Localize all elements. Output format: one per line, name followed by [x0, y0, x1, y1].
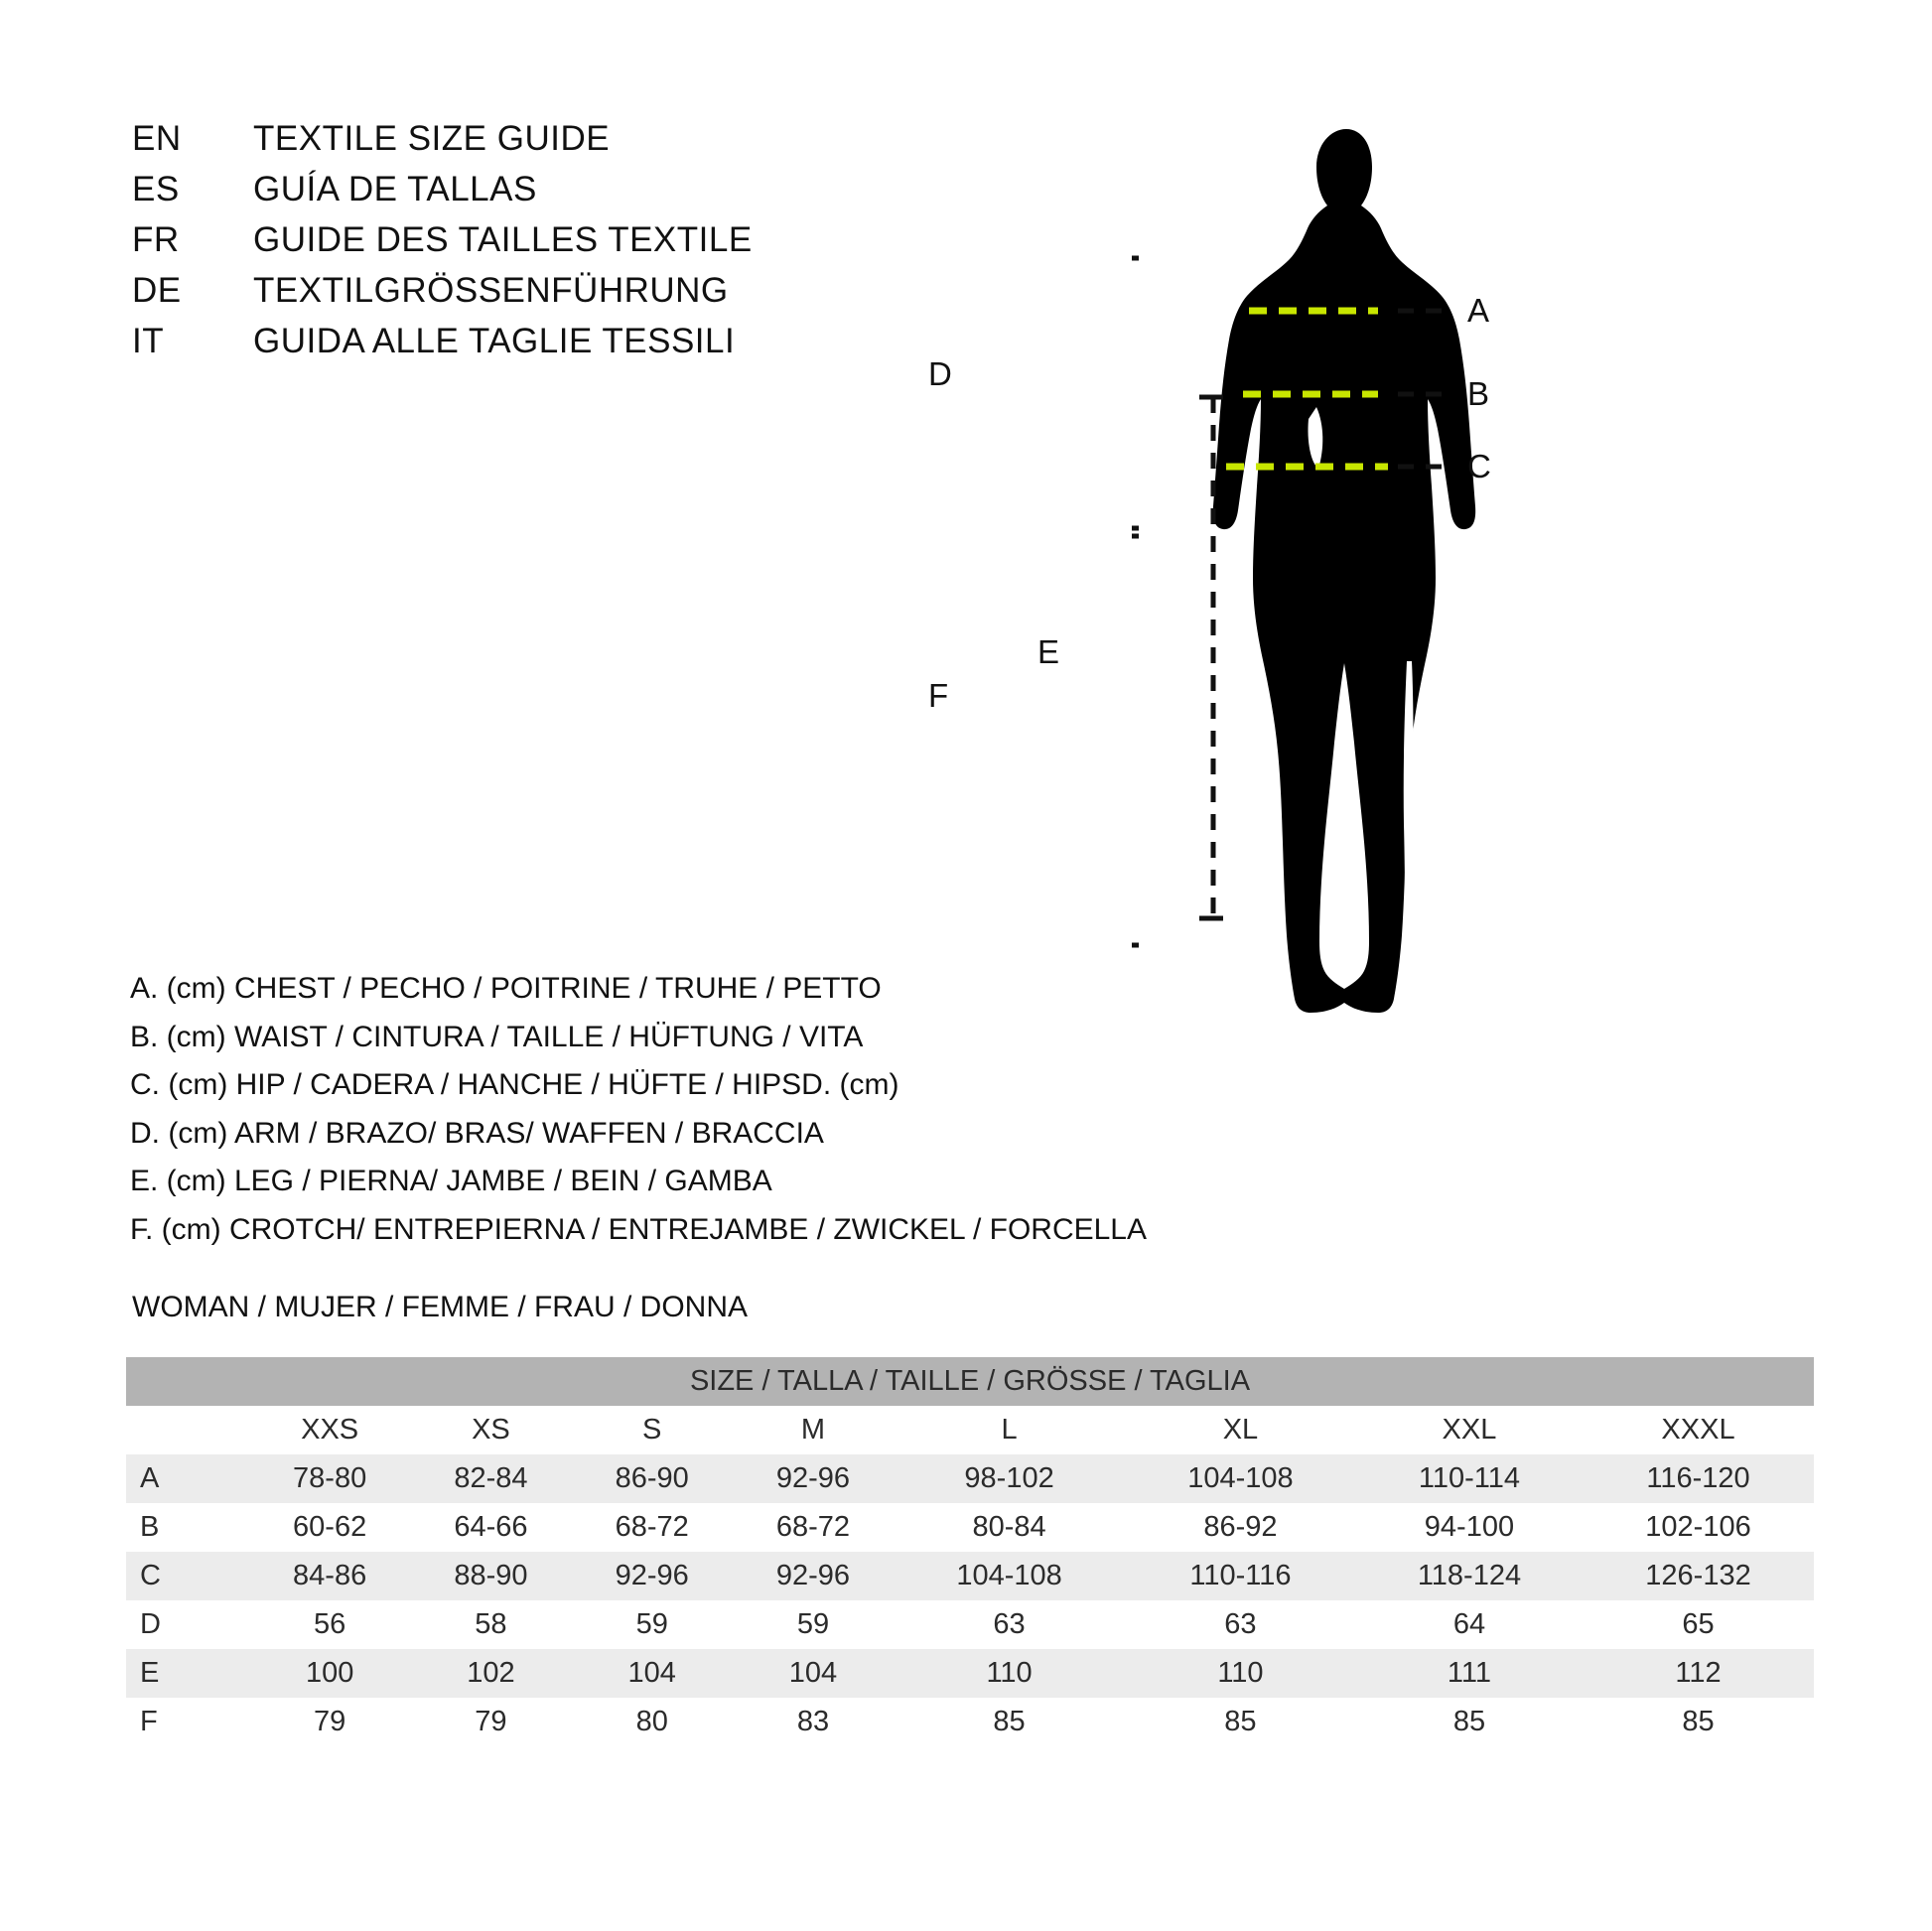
title-lang-it: IT — [132, 322, 165, 360]
table-caption-row — [126, 1357, 1814, 1406]
column-header-xxs: XXS — [249, 1406, 410, 1454]
measurement-legend — [130, 965, 1222, 1254]
cell-f-xxs: 79 — [249, 1698, 410, 1746]
cell-b-m: 68-72 — [733, 1503, 894, 1552]
cell-a-m: 92-96 — [733, 1454, 894, 1503]
column-header-xxxl: XXXL — [1583, 1406, 1814, 1454]
group-label: WOMAN / MUJER / FEMME / FRAU / DONNA — [132, 1291, 748, 1323]
legend-item-a: A. (cm) CHEST / PECHO / POITRINE / TRUHE / PETTO — [130, 972, 882, 1005]
title-row — [132, 170, 946, 220]
row-label-f: F — [126, 1698, 249, 1746]
title-text-it: GUIDA ALLE TAGLIE TESSILI — [253, 322, 736, 360]
cell-a-s: 86-90 — [572, 1454, 733, 1503]
cell-a-xxl: 110-114 — [1356, 1454, 1583, 1503]
row-label-d: D — [126, 1600, 249, 1649]
title-row — [132, 271, 946, 322]
cell-a-l: 98-102 — [894, 1454, 1125, 1503]
table-row — [126, 1503, 1814, 1552]
cell-d-s: 59 — [572, 1600, 733, 1649]
table-row — [126, 1649, 1814, 1698]
cell-b-xxxl: 102-106 — [1583, 1503, 1814, 1552]
crotch-dimension-bracket — [1132, 536, 1139, 945]
legend-item-c: C. (cm) HIP / CADERA / HANCHE / HÜFTE / HIPSD. (cm) — [130, 1068, 899, 1101]
cell-b-l: 80-84 — [894, 1503, 1125, 1552]
title-row — [132, 119, 946, 170]
table-row — [126, 1552, 1814, 1600]
title-block — [132, 119, 946, 372]
cell-f-xxxl: 85 — [1583, 1698, 1814, 1746]
cell-c-xxl: 118-124 — [1356, 1552, 1583, 1600]
cell-e-xs: 102 — [410, 1649, 571, 1698]
arm-dimension-bracket — [1132, 258, 1139, 528]
cell-e-l: 110 — [894, 1649, 1125, 1698]
title-lang-es: ES — [132, 170, 180, 208]
cell-d-xxs: 56 — [249, 1600, 410, 1649]
title-text-de: TEXTILGRÖSSENFÜHRUNG — [253, 271, 729, 310]
cell-c-l: 104-108 — [894, 1552, 1125, 1600]
cell-e-xxxl: 112 — [1583, 1649, 1814, 1698]
body-measurement-diagram — [928, 69, 1906, 1211]
woman-silhouette-icon — [1213, 129, 1475, 1013]
row-label-c: C — [126, 1552, 249, 1600]
column-header-m: M — [733, 1406, 894, 1454]
row-label-e: E — [126, 1649, 249, 1698]
cell-c-xxs: 84-86 — [249, 1552, 410, 1600]
legend-item-e: E. (cm) LEG / PIERNA/ JAMBE / BEIN / GAMBA — [130, 1165, 772, 1197]
dimension-label-d: D — [928, 355, 952, 392]
column-header-xxl: XXL — [1356, 1406, 1583, 1454]
cell-f-xl: 85 — [1125, 1698, 1356, 1746]
title-text-es: GUÍA DE TALLAS — [253, 170, 537, 208]
cell-d-xxl: 64 — [1356, 1600, 1583, 1649]
cell-a-xl: 104-108 — [1125, 1454, 1356, 1503]
cell-d-xl: 63 — [1125, 1600, 1356, 1649]
cell-e-xxl: 111 — [1356, 1649, 1583, 1698]
size-table — [126, 1357, 1814, 1746]
cell-f-xxl: 85 — [1356, 1698, 1583, 1746]
cell-d-l: 63 — [894, 1600, 1125, 1649]
legend-item-f: F. (cm) CROTCH/ ENTREPIERNA / ENTREJAMBE / ZWICKEL / FORCELLA — [130, 1212, 1147, 1246]
table-header-row — [126, 1406, 1814, 1454]
cell-a-xxs: 78-80 — [249, 1454, 410, 1503]
cell-b-xxl: 94-100 — [1356, 1503, 1583, 1552]
table-caption: SIZE / TALLA / TAILLE / GRÖSSE / TAGLIA — [126, 1357, 1814, 1406]
cell-e-xl: 110 — [1125, 1649, 1356, 1698]
title-lang-en: EN — [132, 119, 182, 158]
table-row — [126, 1698, 1814, 1746]
title-text-fr: GUIDE DES TAILLES TEXTILE — [253, 220, 753, 259]
table-row — [126, 1600, 1814, 1649]
cell-e-m: 104 — [733, 1649, 894, 1698]
cell-b-xs: 64-66 — [410, 1503, 571, 1552]
column-header-l: L — [894, 1406, 1125, 1454]
cell-c-s: 92-96 — [572, 1552, 733, 1600]
dimension-label-b: B — [1467, 375, 1490, 412]
title-lang-de: DE — [132, 271, 182, 310]
column-header-xs: XS — [410, 1406, 571, 1454]
cell-f-l: 85 — [894, 1698, 1125, 1746]
cell-b-xxs: 60-62 — [249, 1503, 410, 1552]
dimension-label-c: C — [1467, 448, 1491, 484]
cell-b-xl: 86-92 — [1125, 1503, 1356, 1552]
dimension-label-f: F — [928, 677, 949, 714]
cell-e-xxs: 100 — [249, 1649, 410, 1698]
title-row — [132, 220, 946, 271]
cell-f-xs: 79 — [410, 1698, 571, 1746]
legend-item-b: B. (cm) WAIST / CINTURA / TAILLE / HÜFTUNG / VITA — [130, 1020, 864, 1053]
dimension-label-a: A — [1467, 292, 1490, 329]
cell-c-xxxl: 126-132 — [1583, 1552, 1814, 1600]
silhouette-svg — [1132, 69, 1906, 1211]
legend-item-d: D. (cm) ARM / BRAZO/ BRAS/ WAFFEN / BRACCIA — [130, 1116, 824, 1150]
row-label-b: B — [126, 1503, 249, 1552]
column-header-s: S — [572, 1406, 733, 1454]
cell-f-m: 83 — [733, 1698, 894, 1746]
column-header-xl: XL — [1125, 1406, 1356, 1454]
cell-e-s: 104 — [572, 1649, 733, 1698]
dimension-label-e: E — [1037, 633, 1060, 670]
cell-d-xs: 58 — [410, 1600, 571, 1649]
table-corner-cell — [126, 1406, 249, 1454]
cell-d-m: 59 — [733, 1600, 894, 1649]
cell-a-xxxl: 116-120 — [1583, 1454, 1814, 1503]
cell-d-xxxl: 65 — [1583, 1600, 1814, 1649]
table-row — [126, 1454, 1814, 1503]
title-row — [132, 322, 946, 372]
cell-a-xs: 82-84 — [410, 1454, 571, 1503]
cell-c-xs: 88-90 — [410, 1552, 571, 1600]
cell-f-s: 80 — [572, 1698, 733, 1746]
title-lang-fr: FR — [132, 220, 180, 259]
cell-c-m: 92-96 — [733, 1552, 894, 1600]
row-label-a: A — [126, 1454, 249, 1503]
cell-b-s: 68-72 — [572, 1503, 733, 1552]
title-text-en: TEXTILE SIZE GUIDE — [253, 119, 611, 158]
cell-c-xl: 110-116 — [1125, 1552, 1356, 1600]
